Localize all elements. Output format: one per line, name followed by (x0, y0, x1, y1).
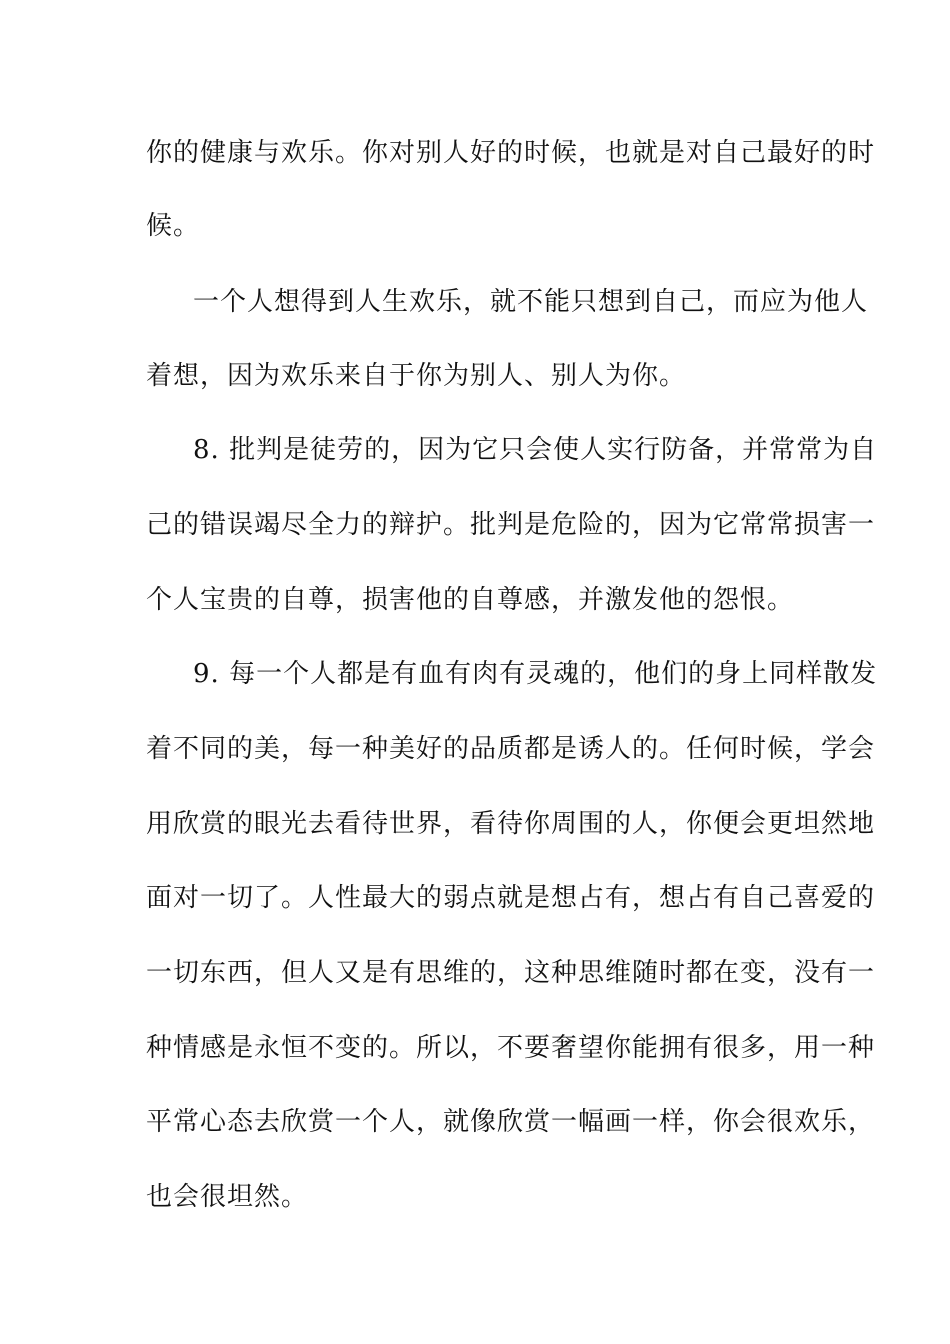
paragraph-start-line: 一个人想得到人生欢乐，就不能只想到自己，而应为他人 (193, 287, 869, 317)
text-line: 也会很坦然。 (146, 1182, 309, 1212)
text-line: 着不同的美，每一种美好的品质都是诱人的。任何时候，学会 (146, 734, 876, 764)
paragraph-start-line: 9. 每一个人都是有血有肉有灵魂的，他们的身上同样散发 (193, 659, 878, 689)
paragraph-start-line: 8. 批判是徒劳的，因为它只会使人实行防备，并常常为自 (193, 435, 878, 465)
text-line: 着想，因为欢乐来自于你为别人、别人为你。 (146, 361, 687, 391)
text-line: 候。 (146, 211, 201, 241)
text-line: 个人宝贵的自尊，损害他的自尊感，并激发他的怨恨。 (146, 585, 795, 615)
text-line: 你的健康与欢乐。你对别人好的时候，也就是对自己最好的时 (146, 138, 876, 168)
text-line: 用欣赏的眼光去看待世界，看待你周围的人，你便会更坦然地 (146, 809, 876, 839)
text-line: 己的错误竭尽全力的辩护。批判是危险的，因为它常常损害一 (146, 510, 876, 540)
text-line: 种情感是永恒不变的。所以，不要奢望你能拥有很多，用一种 (146, 1033, 876, 1063)
text-line: 一切东西，但人又是有思维的，这种思维随时都在变，没有一 (146, 958, 876, 988)
text-line: 平常心态去欣赏一个人，就像欣赏一幅画一样，你会很欢乐， (146, 1107, 876, 1137)
text-line: 面对一切了。人性最大的弱点就是想占有，想占有自己喜爱的 (146, 883, 876, 913)
